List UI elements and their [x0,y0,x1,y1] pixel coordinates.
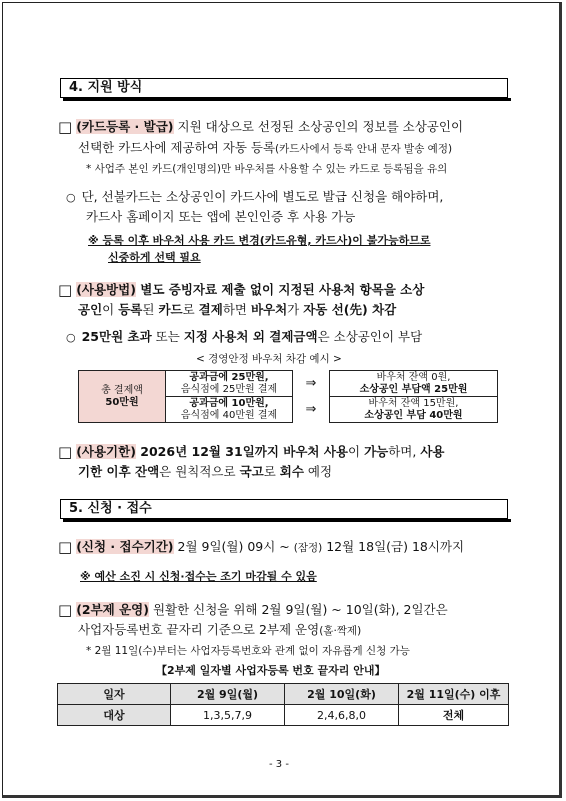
bullet-icon: ○ [66,191,76,204]
card-registration-note: * 사업주 본인 카드(개인명의)만 바우처를 사용할 수 있는 카드로 등록됨을 유의 [86,163,448,175]
page-number: - 3 - [269,759,289,770]
schedule-cell: 1,3,5,7,9 [171,705,285,726]
item-card-registration-line2: 선택한 카드사에 제공하여 자동 등록(카드사에서 등록 안내 문자 발송 예정) [78,140,453,155]
excess-payment-line: ○ 25만원 초과 또는 지정 사용처 외 결제금액은 소상공인이 부담 [66,329,423,344]
schedule-cell: 전체 [399,705,509,726]
item-usage-line1: □ (사용방법) 별도 증빙자료 제출 없이 지정된 사용처 항목을 소상 [58,281,425,299]
odd-even-note: * 2월 11일(수)부터는 사업자등록번호와 관계 없이 자유롭게 신청 가능 [86,645,410,657]
section-4-title: 4. 지원 방식 [60,78,508,98]
item-expiry-line1: □ (사용기한) 2026년 12월 31일까지 바우처 사용이 가능하며, 사용 [58,443,445,461]
arrow-2: ⇒ [293,397,330,423]
schedule-table-title: 【2부제 일자별 사업자등록 번호 끝자리 안내】 [156,664,386,677]
item-card-registration-line1: □ (카드등록 · 발급) 지원 대상으로 선정된 소상공인의 정보를 소상공인이 [58,118,464,136]
result-2-cell: 바우처 잔액 15만원, 소상공인 부담 40만원 [330,397,498,423]
case-2-cell: 공과금에 10만원, 음식점에 40만원 결제 [166,397,293,423]
item-odd-even-line2: 사업자등록번호 끝자리 기준으로 2부제 운영(홀·짝제) [78,622,362,637]
item-expiry-line2: 기한 이후 잔액은 원칙적으로 국고로 회수 예정 [78,464,333,479]
schedule-header: 2월 11일(수) 이후 [399,684,509,705]
checkbox-icon: □ [58,281,73,299]
schedule-header: 2월 9일(월) [171,684,285,705]
card-change-warning-line2: 신중하게 선택 필요 [108,251,201,264]
schedule-header: 일자 [58,684,171,705]
item-usage-line2: 공인이 등록된 카드로 결제하면 바우처가 자동 선(先) 차감 [78,302,397,317]
bullet-icon: ○ [66,331,76,344]
item-application-period: □ (신청 · 접수기간) 2월 9일(월) 09시 ~ (잠정) 12월 18일(금) 18시까지 [58,538,465,556]
prepaid-card-line2: 카드사 홈페이지 또는 앱에 본인인증 후 사용 가능 [86,209,356,224]
result-1-cell: 바우처 잔액 0원, 소상공인 부담액 25만원 [330,371,498,397]
item-odd-even-line1: □ (2부제 운영) 원활한 신청을 위해 2월 9일(월) ~ 10일(화), 2일간은 [58,601,448,619]
case-1-cell: 공과금에 25만원, 음식점에 25만원 결제 [166,371,293,397]
example-caption: < 경영안정 바우처 차감 예시 > [196,353,342,365]
arrow-1: ⇒ [293,371,330,397]
prepaid-card-line1: ○ 단, 선불카드는 소상공인이 카드사에 별도로 발급 신청을 해야하며, [66,189,444,204]
schedule-header: 2월 10일(화) [285,684,399,705]
total-payment-cell: 총 결제액 50만원 [79,371,166,423]
schedule-row-label: 대상 [58,705,171,726]
early-close-warning: ※ 예산 소진 시 신청·접수는 조기 마감될 수 있음 [80,570,317,583]
deduction-example-table [78,370,498,423]
card-change-warning-line1: ※ 등록 이후 바우처 사용 카드 변경(카드유형, 카드사)이 불가능하므로 [88,234,431,247]
checkbox-icon: □ [58,538,73,556]
schedule-table [57,683,509,726]
checkbox-icon: □ [58,601,73,619]
checkbox-icon: □ [58,443,73,461]
checkbox-icon: □ [58,118,73,136]
section-5-title: 5. 신청 · 접수 [60,499,508,519]
schedule-cell: 2,4,6,8,0 [285,705,399,726]
